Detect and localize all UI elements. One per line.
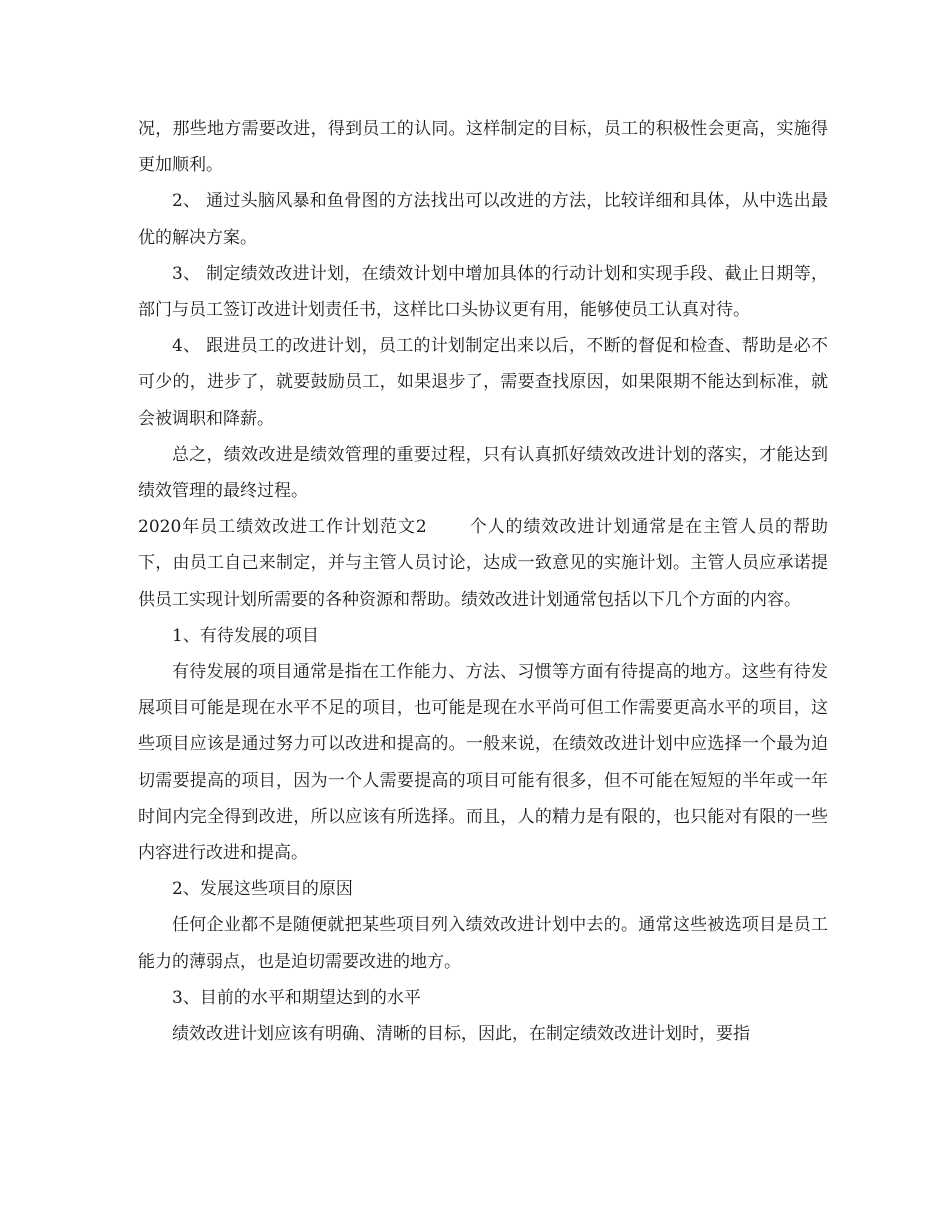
paragraph-item-3: 3、 制定绩效改进计划，在绩效计划中增加具体的行动计划和实现手段、截止日期等，部门与员工签订改进计划责任书，这样比口头协议更有用，能够使员工认真对待。 [138,263,828,321]
section-paragraph [138,509,828,618]
item-body-1: 有待发展的项目通常是指在工作能力、方法、习惯等方面有待提高的地方。这些有待发展项目可能是现在水平不足的项目，也可能是现在水平尚可但工作需要更高水平的项目，这些项目应该是通过努力可以改进和提高的。一般来说，在绩效改进计划中应选择一个最为迫切需要提高的项目，因为一个人需要提高的项目可能有很多，但不可能在短短的半年或一年时间内完全得到改进，所以应该有所选择。而且，人的精力是有限的，也只能对有限的一些内容进行改进和提高。 [138,662,828,864]
item-title-3: 3、目前的水平和期望达到的水平 [172,987,421,1008]
item-body-3: 绩效改进计划应该有明确、清晰的目标，因此，在制定绩效改进计划时，要指 [172,1024,750,1045]
paragraph-summary: 总之，绩效改进是绩效管理的重要过程，只有认真抓好绩效改进计划的落实，才能达到绩效管理的最终过程。 [138,444,828,502]
item-body-2: 任何企业都不是随便就把某些项目列入绩效改进计划中去的。通常这些被选项目是员工能力的薄弱点，也是迫切需要改进的地方。 [138,915,828,972]
paragraph-item-2: 2、 通过头脑风暴和鱼骨图的方法找出可以改进的方法，比较详细和具体，从中选出最优的解决方案。 [138,191,828,248]
section-intro: 个人的绩效改进计划通常是在主管人员的帮助下，由员工自己来制定，并与主管人员讨论，达成一致意见的实施计划。主管人员应承诺提供员工实现计划所需要的各种资源和帮助。绩效改进计划通常包括以下几个方面的内容。 [138,517,828,610]
section-heading: 2020年员工绩效改进工作计划范文2 [138,517,427,538]
item-title-2: 2、发展这些项目的原因 [172,879,353,900]
item-title-1: 1、有待发展的项目 [172,625,319,646]
document-body [138,111,828,1052]
paragraph-item-4: 4、 跟进员工的改进计划，员工的计划制定出来以后，不断的督促和检查、帮助是必不可少的，进步了，就要鼓励员工，如果退步了，需要查找原因，如果限期不能达到标准，就会被调职和降薪。 [138,336,828,429]
paragraph: 况，那些地方需要改进，得到员工的认同。这样制定的目标，员工的积极性会更高，实施得更加顺利。 [138,119,828,176]
